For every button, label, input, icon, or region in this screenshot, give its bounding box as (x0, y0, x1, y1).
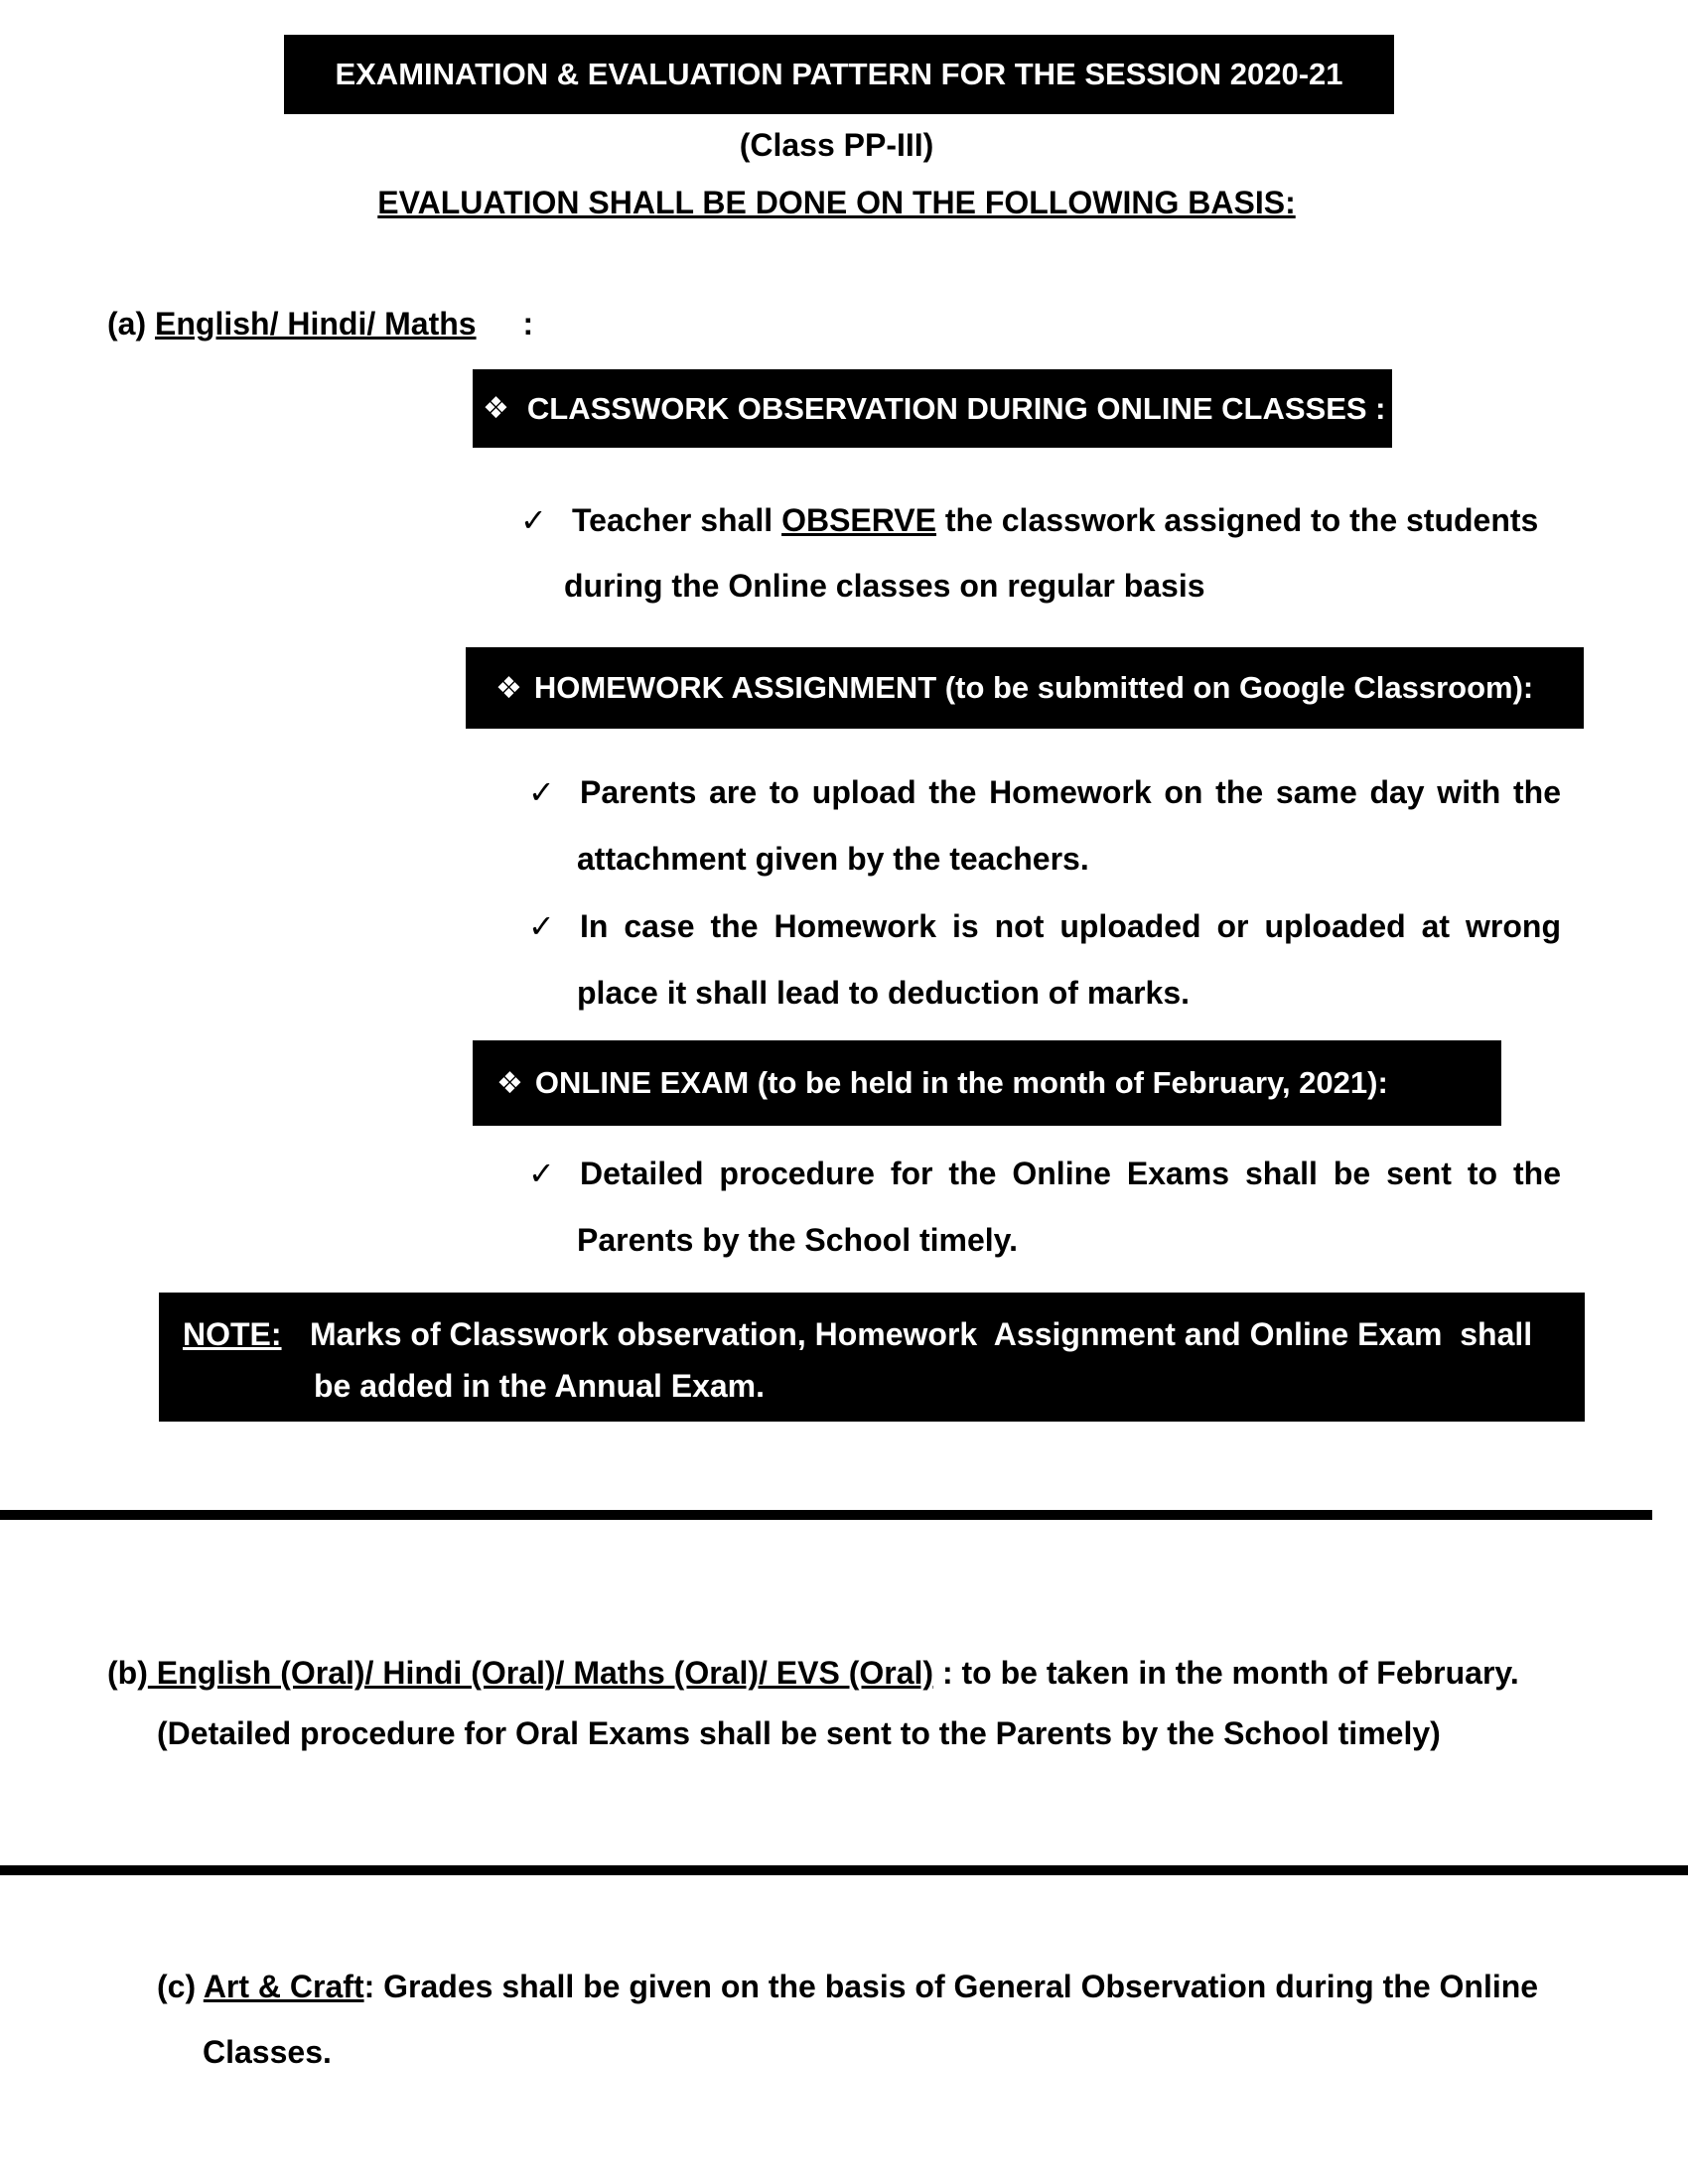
note-label: NOTE: (183, 1316, 282, 1352)
classwork-point-1-after: the classwork assigned to the students (935, 502, 1539, 538)
section-a-prefix: (a) (107, 306, 147, 341)
classwork-point-1-line2: during the Online classes on regular basis (564, 568, 1205, 604)
section-b-prefix: (b) (107, 1655, 148, 1691)
homework-point-1-line1: Parents are to upload the Homework on the same day with the (580, 774, 1561, 810)
classwork-point-1 (520, 504, 1538, 536)
online-exam-point-1 (528, 1158, 1561, 1189)
document-title: EXAMINATION & EVALUATION PATTERN FOR THE SESSION 2020-21 (335, 57, 1343, 91)
homework-point-2 (528, 910, 1561, 942)
basis-heading (0, 185, 1673, 221)
homework-header-text: HOMEWORK ASSIGNMENT (to be submitted on Google Classroom): (533, 670, 1534, 705)
document-title-box (284, 35, 1394, 114)
section-c-subject: Art & Craft (203, 1969, 364, 2004)
section-a-colon: : (522, 306, 534, 341)
online-exam-header-box (473, 1040, 1501, 1126)
class-line: (Class PP-III) (739, 127, 934, 163)
note-box (159, 1293, 1585, 1422)
online-exam-header-text: ONLINE EXAM (to be held in the month of February, 2021): (534, 1065, 1388, 1100)
homework-point-2-line2: place it shall lead to deduction of marks. (577, 975, 1191, 1011)
section-b-line-1 (107, 1655, 1519, 1692)
section-divider (0, 1510, 1652, 1520)
classwork-header-text: CLASSWORK OBSERVATION DURING ONLINE CLASSES : (526, 390, 1386, 426)
section-b-line-2: (Detailed procedure for Oral Exams shall be sent to the Parents by the School timely) (157, 1715, 1441, 1751)
homework-point-1-line2: attachment given by the teachers. (577, 841, 1089, 877)
section-b-rest: : to be taken in the month of February. (933, 1655, 1519, 1691)
section-divider (0, 1865, 1688, 1875)
section-c-line-2: Classes. (203, 2034, 332, 2070)
homework-point-2-line1: In case the Homework is not uploaded or uploaded at wrong (580, 908, 1561, 944)
section-c-line-1 (157, 1969, 1538, 2005)
homework-point-1 (528, 776, 1561, 808)
basis-heading-text: EVALUATION SHALL BE DONE ON THE FOLLOWING BASIS: (377, 185, 1296, 220)
check-mark-icon: ✓ (520, 502, 547, 538)
classwork-header-box (473, 369, 1392, 448)
note-line-1: Marks of Classwork observation, Homework Assignment and Online Exam shall (310, 1316, 1533, 1352)
diamond-bullet-icon: ❖ (496, 1066, 523, 1100)
diamond-bullet-icon: ❖ (483, 392, 509, 425)
check-mark-icon: ✓ (528, 908, 555, 944)
homework-header-box (466, 647, 1584, 729)
check-mark-icon: ✓ (528, 774, 555, 810)
online-exam-point-1-line2: Parents by the School timely. (577, 1222, 1018, 1258)
classwork-point-1-before: Teacher shall (572, 502, 782, 538)
section-b-subject: English (Oral)/ Hindi (Oral)/ Maths (Oral)/ EVS (Oral) (147, 1655, 934, 1691)
section-c-rest: : Grades shall be given on the basis of General Observation during the Online (363, 1969, 1539, 2004)
section-a-subject: English/ Hindi/ Maths (155, 306, 477, 341)
observe-emphasis: OBSERVE (781, 502, 936, 538)
online-exam-point-1-line1: Detailed procedure for the Online Exams shall be sent to the (580, 1156, 1561, 1191)
section-c-prefix: (c) (157, 1969, 197, 2004)
check-mark-icon: ✓ (528, 1156, 555, 1191)
section-a-heading (107, 306, 533, 342)
note-line-2: be added in the Annual Exam. (314, 1368, 765, 1404)
diamond-bullet-icon: ❖ (495, 671, 522, 705)
